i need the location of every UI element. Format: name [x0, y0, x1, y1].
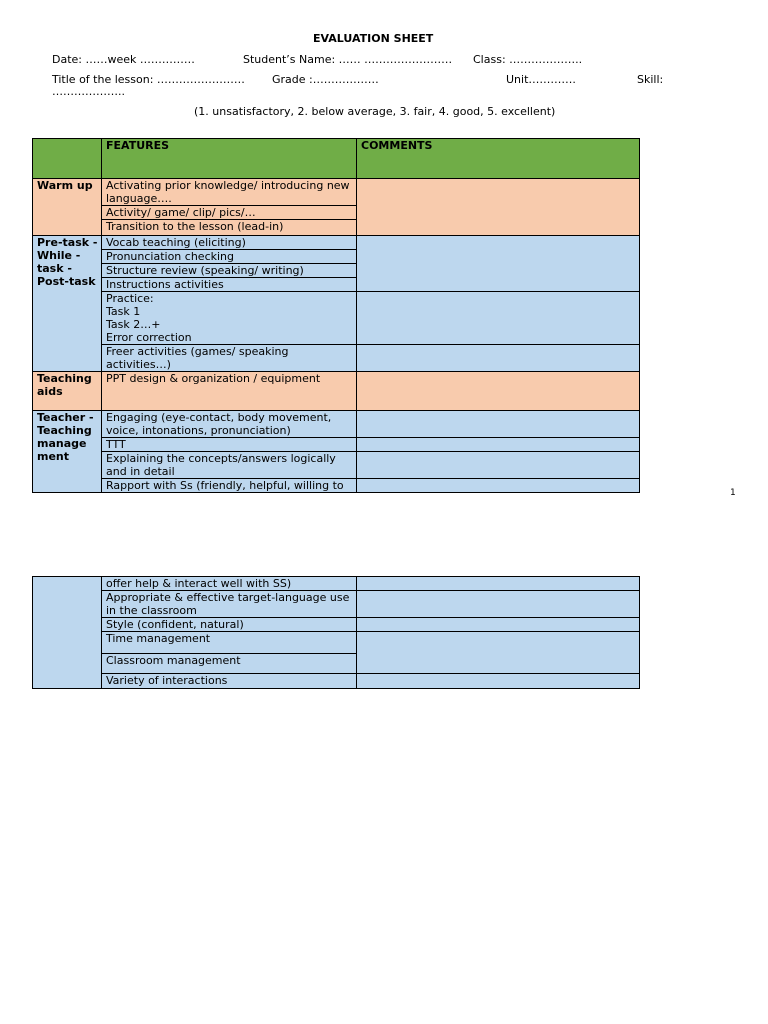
- feature-item: offer help & interact well with SS): [102, 577, 357, 591]
- feature-item: TTT: [102, 438, 357, 452]
- unit-field: Unit………….: [506, 73, 576, 86]
- feature-item: Engaging (eye-contact, body movement, voice, intonations, pronunciation): [102, 411, 357, 438]
- comment-cell[interactable]: [357, 591, 640, 618]
- feature-item: Classroom management: [102, 654, 357, 674]
- skill-dots: ………………..: [52, 85, 125, 98]
- evaluation-table: [32, 138, 640, 493]
- feature-item: Variety of interactions: [102, 674, 357, 689]
- class-field: Class: ………………..: [473, 53, 583, 66]
- comment-cell[interactable]: [357, 411, 640, 438]
- comment-cell[interactable]: [357, 632, 640, 674]
- practice-error-correction: Error correction: [106, 331, 192, 344]
- category-warm-up: Warm up: [33, 179, 102, 236]
- category-teacher-management: Teacher - Teaching manage ment: [33, 411, 102, 493]
- feature-item: Rapport with Ss (friendly, helpful, willing to: [102, 479, 357, 493]
- comment-cell[interactable]: [357, 674, 640, 689]
- category-teaching-aids: Teaching aids: [33, 372, 102, 411]
- date-field: Date: ……week ……………: [52, 53, 195, 66]
- feature-item: Freer activities (games/ speaking activities…): [102, 345, 357, 372]
- comment-cell[interactable]: [357, 236, 640, 292]
- page-number: 1: [730, 488, 736, 498]
- grade-field: Grade :………………: [272, 73, 379, 86]
- feature-item: Style (confident, natural): [102, 618, 357, 632]
- practice-task-1: Task 1: [106, 305, 141, 318]
- feature-item: Activity/ game/ clip/ pics/…: [102, 206, 357, 220]
- category-continued-cell: [33, 577, 102, 689]
- sheet-title: EVALUATION SHEET: [313, 32, 434, 45]
- practice-label: Practice:: [106, 292, 154, 305]
- header-empty-cell: [33, 139, 102, 179]
- feature-item: Instructions activities: [102, 278, 357, 292]
- feature-item: Transition to the lesson (lead-in): [102, 220, 357, 236]
- feature-item: Time management: [102, 632, 357, 654]
- comment-cell[interactable]: [357, 179, 640, 236]
- skill-field: Skill:: [637, 73, 664, 86]
- comment-cell[interactable]: [357, 372, 640, 411]
- comment-cell[interactable]: [357, 618, 640, 632]
- practice-task-2: Task 2…+: [106, 318, 161, 331]
- rating-scale: (1. unsatisfactory, 2. below average, 3. fair, 4. good, 5. excellent): [194, 105, 556, 118]
- evaluation-table-continued: [32, 576, 640, 689]
- comment-cell[interactable]: [357, 452, 640, 479]
- comment-cell[interactable]: [357, 345, 640, 372]
- lesson-title-field: Title of the lesson: ……………………: [52, 73, 245, 86]
- feature-item: PPT design & organization / equipment: [102, 372, 357, 411]
- feature-item: Pronunciation checking: [102, 250, 357, 264]
- comment-cell[interactable]: [357, 479, 640, 493]
- comment-cell[interactable]: [357, 292, 640, 345]
- feature-item: Explaining the concepts/answers logically and in detail: [102, 452, 357, 479]
- category-task-stages: Pre-task -While - task - Post-task: [33, 236, 102, 372]
- feature-item: Appropriate & effective target-language use in the classroom: [102, 591, 357, 618]
- feature-item: Structure review (speaking/ writing): [102, 264, 357, 278]
- comments-header: COMMENTS: [357, 139, 640, 179]
- comment-cell[interactable]: [357, 577, 640, 591]
- feature-item: Vocab teaching (eliciting): [102, 236, 357, 250]
- feature-item-practice: [102, 292, 357, 345]
- features-header: FEATURES: [102, 139, 357, 179]
- comment-cell[interactable]: [357, 438, 640, 452]
- student-name-field: Student’s Name: …… ……………………: [243, 53, 453, 66]
- feature-item: Activating prior knowledge/ introducing new language….: [102, 179, 357, 206]
